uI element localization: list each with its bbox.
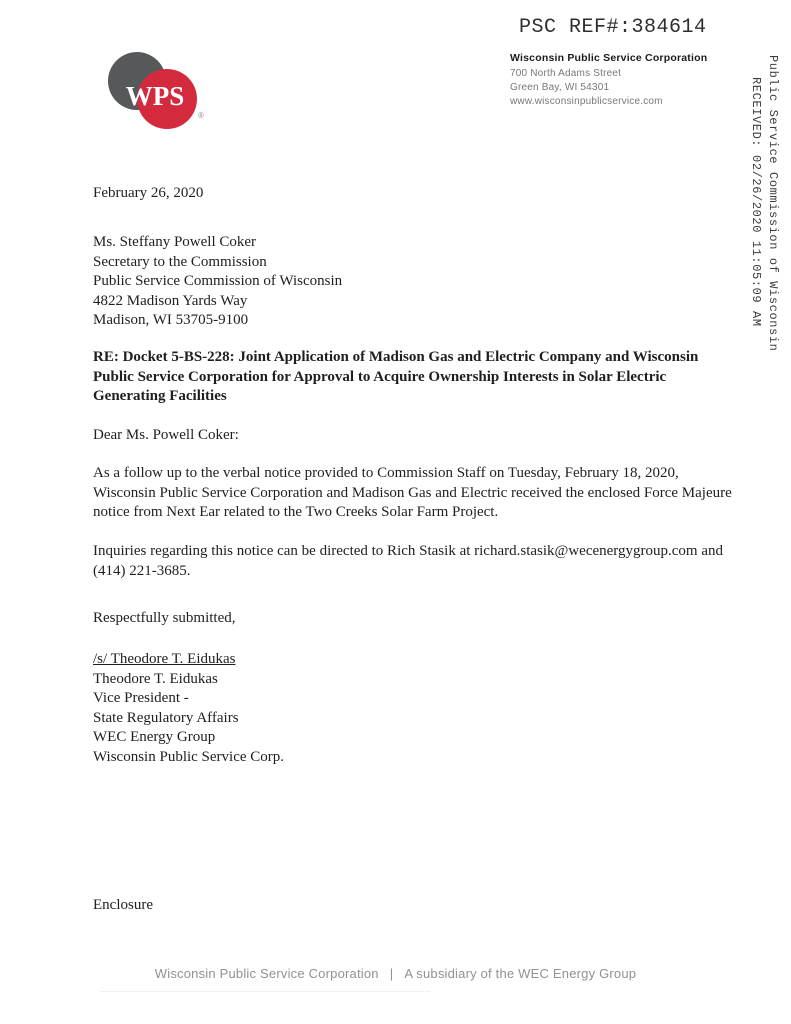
body-paragraph-2: Inquiries regarding this notice can be directed to Rich Stasik at richard.stasik@wecenergygroup.com and (414) 221-3685.	[93, 543, 724, 579]
recipient-street: 4822 Madison Yards Way	[93, 292, 248, 309]
registered-trademark-icon: ®	[198, 111, 204, 120]
recipient-title: Secretary to the Commission	[93, 253, 267, 270]
recipient-city-state-zip: Madison, WI 53705-9100	[93, 312, 249, 329]
recipient-organization: Public Service Commission of Wisconsin	[93, 273, 343, 290]
logo-wordmark: WPS	[125, 81, 185, 111]
signer-name: Theodore T. Eidukas	[93, 670, 218, 687]
received-stamp-timestamp: RECEIVED: 02/26/2020 11:05:09 AM	[749, 77, 763, 327]
signature-slash-name: /s/ Theodore T. Eidukas	[93, 651, 236, 667]
footer-company: Wisconsin Public Service Corporation	[154, 966, 379, 981]
signer-company-1: WEC Energy Group	[93, 729, 216, 746]
recipient-name: Ms. Steffany Powell Coker	[93, 234, 257, 250]
wps-logo	[105, 50, 215, 134]
company-city-state-zip: Green Bay, WI 54301	[510, 82, 610, 93]
salutation: Dear Ms. Powell Coker:	[93, 427, 239, 443]
footer-separator: |	[389, 966, 394, 981]
received-stamp	[747, 55, 781, 351]
psc-ref-stamp: PSC REF#:384614	[519, 16, 707, 39]
signer-title-line2: State Regulatory Affairs	[93, 709, 239, 726]
scan-artifact-line	[100, 991, 430, 992]
company-letterhead	[510, 52, 707, 109]
page-footer	[0, 966, 791, 981]
signature-block	[93, 650, 733, 768]
footer-subsidiary: A subsidiary of the WEC Energy Group	[404, 966, 637, 981]
company-street: 700 North Adams Street	[510, 68, 622, 79]
company-website: www.wisconsinpublicservice.com	[510, 96, 663, 107]
enclosure-note: Enclosure	[93, 897, 153, 913]
body-paragraph-1: As a follow up to the verbal notice provided to Commission Staff on Tuesday, February 18, 2020, Wisconsin Public Service Corporation and Madison Gas and Electric received the enclosed Force Majeure notice from Next Ear related to the Two Creeks Solar Farm Project.	[93, 465, 732, 521]
signer-company-2: Wisconsin Public Service Corp.	[93, 748, 285, 765]
received-stamp-agency: Public Service Commission of Wisconsin	[766, 55, 780, 352]
signer-title-line1: Vice President -	[93, 690, 189, 707]
closing-line: Respectfully submitted,	[93, 610, 236, 626]
company-name: Wisconsin Public Service Corporation	[510, 52, 708, 64]
subject-line: RE: Docket 5-BS-228: Joint Application of Madison Gas and Electric Company and Wisconsin Public Service Corporation for Approval to Acquire Ownership Interests in Solar Electric Generating Facilities	[93, 349, 699, 405]
recipient-address	[93, 233, 733, 331]
letter-date: February 26, 2020	[93, 185, 204, 201]
